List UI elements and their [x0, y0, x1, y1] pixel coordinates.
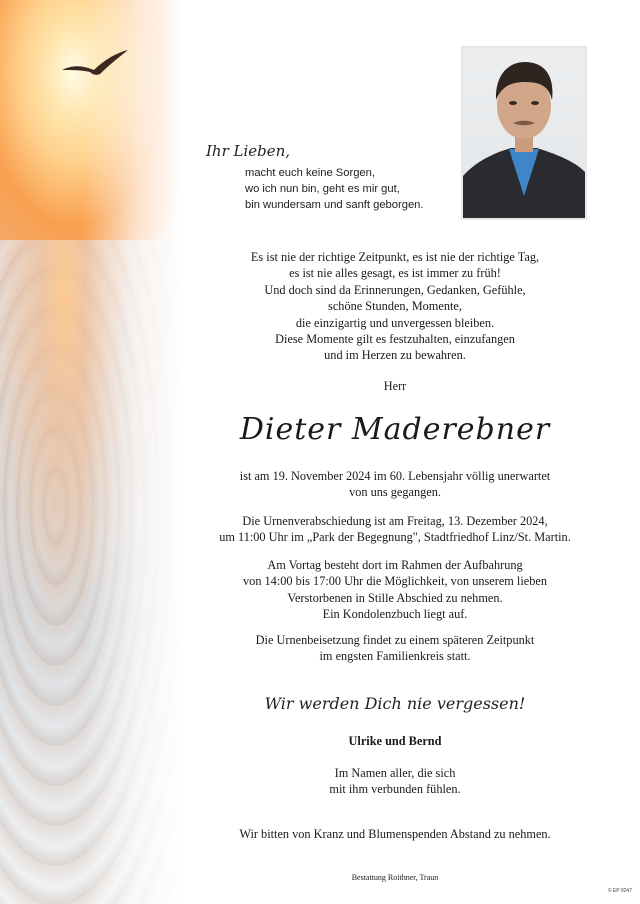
salutation: Herr — [383, 379, 407, 393]
mourners: Ulrike und Bernd — [348, 734, 442, 748]
viewing-details: Am Vortag besteht dort im Rahmen der Aufbahrung von 14:00 bis 17:00 Uhr die Möglichkeit, von unserem lieben Verstorbenen in Stille Abschied zu nehmen. Ein Kondolenzbuch liegt auf. — [243, 558, 547, 622]
sunset-beach-image — [0, 0, 185, 904]
donation-request: Wir bitten von Kranz und Blumenspenden Abstand zu nehmen. — [239, 827, 551, 841]
ceremony-details: Die Urnenverabschiedung ist am Freitag, 13. Dezember 2024, um 11:00 Uhr im „Park der Begegnung", Stadtfriedhof Linz/St. Martin. — [219, 514, 571, 545]
death-notice: ist am 19. November 2024 im 60. Lebensjahr völlig unerwartet von uns gegangen. — [239, 469, 551, 500]
bird-icon — [60, 48, 130, 78]
funeral-home: Bestattung Roithner, Traun — [351, 873, 439, 882]
document-code: © EP 9247 — [607, 888, 632, 894]
reflection-text: Es ist nie der richtige Zeitpunkt, es ist nie der richtige Tag, es ist nie alles gesagt, es ist immer zu früh! Und doch sind da Erinnerungen, Gedanken, Gefühle, schöne Stunden, Momente, die einzigartig und unvergessen bleiben. Diese Momente gilt es festzuhalten, einzufangen und im Herzen zu bewahren. — [250, 250, 540, 363]
deceased-name: Dieter Maderebner — [239, 412, 551, 447]
burial-details: Die Urnenbeisetzung findet zu einem späteren Zeitpunkt im engsten Familienkreis statt. — [255, 633, 535, 664]
motto: Wir werden Dich nie vergessen! — [264, 694, 526, 713]
portrait-photo — [463, 48, 585, 218]
poem-verse: macht euch keine Sorgen, wo ich nun bin, geht es mir gut, bin wundersam und sanft geborgen. — [245, 167, 424, 212]
poem-heading: Ihr Lieben, — [206, 142, 291, 160]
on-behalf: Im Namen aller, die sich mit ihm verbunden fühlen. — [329, 766, 461, 797]
